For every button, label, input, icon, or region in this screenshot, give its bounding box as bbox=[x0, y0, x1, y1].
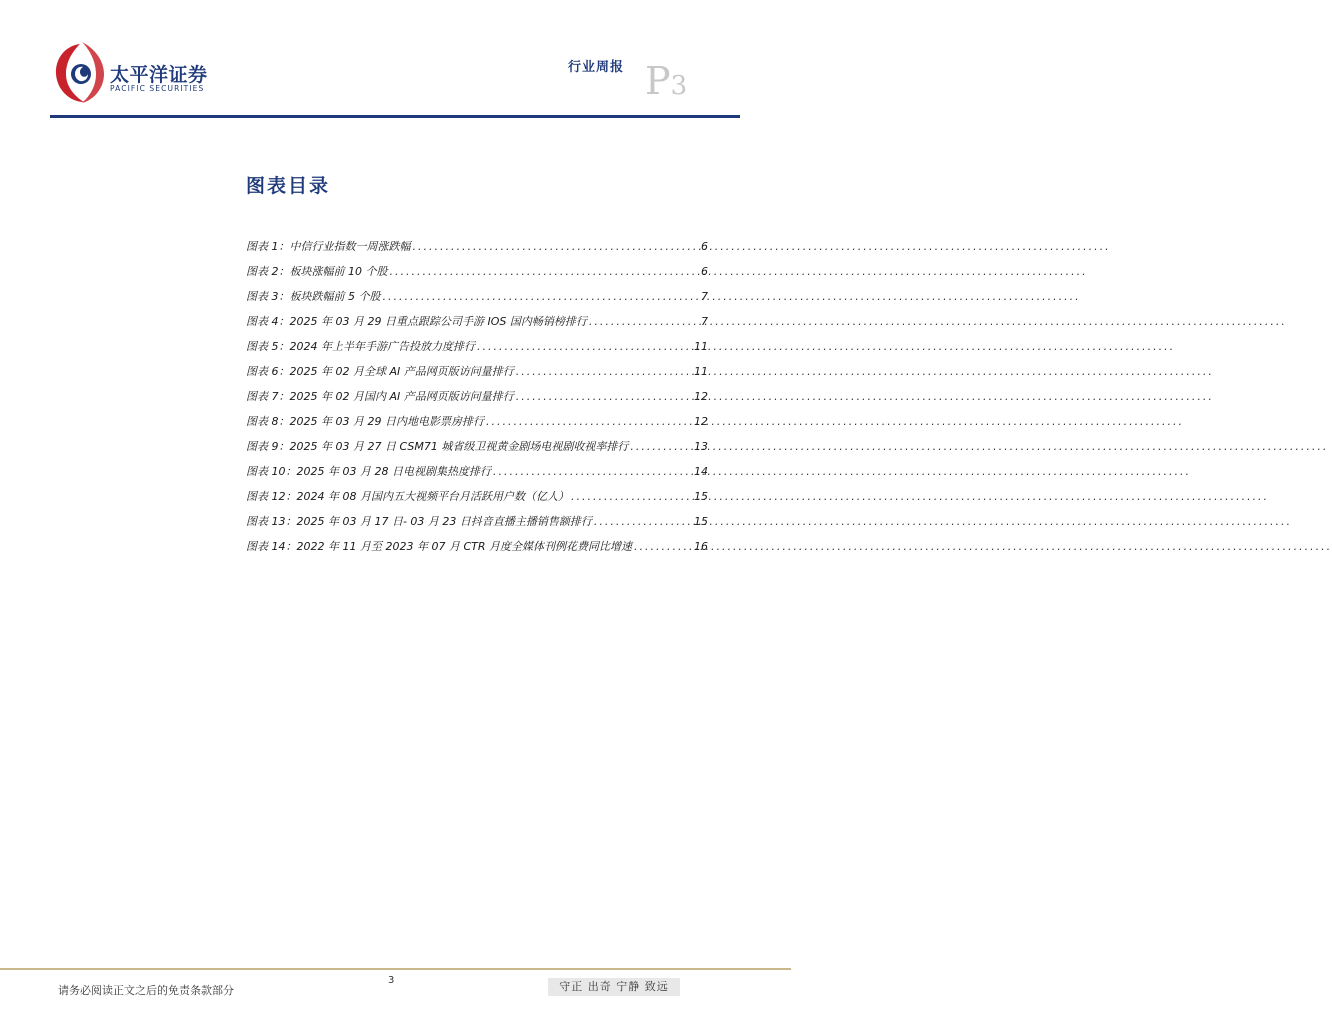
toc-entry-page: 7 bbox=[701, 290, 708, 303]
toc-entry-page: 16 bbox=[694, 540, 708, 553]
company-logo bbox=[52, 40, 222, 110]
toc-title: 图表目录 bbox=[246, 175, 331, 197]
toc-dot-leader bbox=[514, 390, 694, 403]
toc-entry-12[interactable] bbox=[246, 488, 708, 513]
footer-disclaimer: 请务必阅读正文之后的免责条款部分 bbox=[58, 984, 234, 997]
toc-entry-4[interactable] bbox=[246, 313, 708, 338]
toc-entry-text: 图表 2：板块涨幅前 10 个股 bbox=[246, 265, 388, 278]
toc-dot-leader bbox=[475, 340, 694, 353]
toc-entry-text: 图表 6：2025 年 02 月全球 AI 产品网页版访问量排行 bbox=[246, 365, 514, 378]
toc-entry-page: 7 bbox=[701, 315, 708, 328]
toc-entry-page: 11 bbox=[694, 365, 708, 378]
toc-dot-leader bbox=[632, 540, 694, 553]
footer-page-number: 3 bbox=[388, 975, 395, 986]
toc-dot-leader bbox=[491, 465, 694, 478]
toc-entry-14[interactable] bbox=[246, 538, 708, 563]
toc-entry-text: 图表 10：2025 年 03 月 28 日电视剧集热度排行 bbox=[246, 465, 491, 478]
toc-entry-page: 6 bbox=[701, 265, 708, 278]
toc-entry-3[interactable] bbox=[246, 288, 708, 313]
toc-entry-page: 13 bbox=[694, 440, 708, 453]
toc-dot-leader bbox=[569, 490, 694, 503]
toc-entry-7[interactable] bbox=[246, 388, 708, 413]
toc-entry-text: 图表 9：2025 年 03 月 27 日 CSM71 城省级卫视黄金剧场电视剧收视率排行 bbox=[246, 440, 629, 453]
toc-entry-page: 12 bbox=[694, 415, 708, 428]
header-divider bbox=[50, 115, 740, 118]
toc-dot-leader bbox=[514, 365, 694, 378]
toc-entry-13[interactable] bbox=[246, 513, 708, 538]
page-mark-letter: P bbox=[645, 59, 671, 103]
toc-entry-text: 图表 12：2024 年 08 月国内五大视频平台月活跃用户数（亿人） bbox=[246, 490, 569, 503]
toc-entry-5[interactable] bbox=[246, 338, 708, 363]
toc-entry-text: 图表 8：2025 年 03 月 29 日内地电影票房排行 bbox=[246, 415, 484, 428]
toc-entry-text: 图表 5：2024 年上半年手游广告投放力度排行 bbox=[246, 340, 475, 353]
toc-entry-text: 图表 14：2022 年 11 月至 2023 年 07 月 CTR 月度全媒体刊例花费同比增速 bbox=[246, 540, 632, 553]
toc-entry-text: 图表 7：2025 年 02 月国内 AI 产品网页版访问量排行 bbox=[246, 390, 514, 403]
toc-entry-6[interactable] bbox=[246, 363, 708, 388]
toc-entry-text: 图表 13：2025 年 03 月 17 日- 03 月 23 日抖音直播主播销售额排行 bbox=[246, 515, 592, 528]
toc-entry-2[interactable] bbox=[246, 263, 708, 288]
toc-dot-leader bbox=[628, 440, 694, 453]
page-mark-number: 3 bbox=[670, 71, 688, 101]
toc-dot-leader bbox=[388, 265, 702, 278]
toc-entry-9[interactable] bbox=[246, 438, 708, 463]
toc-entry-page: 11 bbox=[694, 340, 708, 353]
toc-entry-page: 14 bbox=[694, 465, 708, 478]
toc-entry-10[interactable] bbox=[246, 463, 708, 488]
footer-motto: 守正 出奇 宁静 致远 bbox=[548, 978, 680, 996]
header-page-mark bbox=[645, 59, 688, 103]
pacific-securities-logo-icon bbox=[52, 40, 108, 106]
toc-dot-leader bbox=[587, 315, 701, 328]
toc-dot-leader bbox=[592, 515, 694, 528]
figure-index-list bbox=[246, 238, 708, 563]
toc-entry-text: 图表 4：2025 年 03 月 29 日重点跟踪公司手游 IOS 国内畅销榜排行 bbox=[246, 315, 587, 328]
toc-dot-leader bbox=[484, 415, 694, 428]
toc-entry-text: 图表 3：板块跌幅前 5 个股 bbox=[246, 290, 381, 303]
toc-dot-leader bbox=[381, 290, 702, 303]
toc-dot-leader bbox=[411, 240, 702, 253]
toc-entry-8[interactable] bbox=[246, 413, 708, 438]
footer-divider bbox=[0, 968, 791, 970]
toc-entry-text: 图表 1：中信行业指数一周涨跌幅 bbox=[246, 240, 411, 253]
toc-entry-page: 15 bbox=[694, 490, 708, 503]
toc-entry-page: 12 bbox=[694, 390, 708, 403]
toc-entry-page: 15 bbox=[694, 515, 708, 528]
toc-entry-page: 6 bbox=[701, 240, 708, 253]
logo-chinese-name: 太平洋证券 bbox=[110, 64, 208, 86]
toc-entry-1[interactable] bbox=[246, 238, 708, 263]
report-type-label: 行业周报 bbox=[568, 60, 625, 75]
logo-english-name: PACIFIC SECURITIES bbox=[110, 84, 205, 93]
